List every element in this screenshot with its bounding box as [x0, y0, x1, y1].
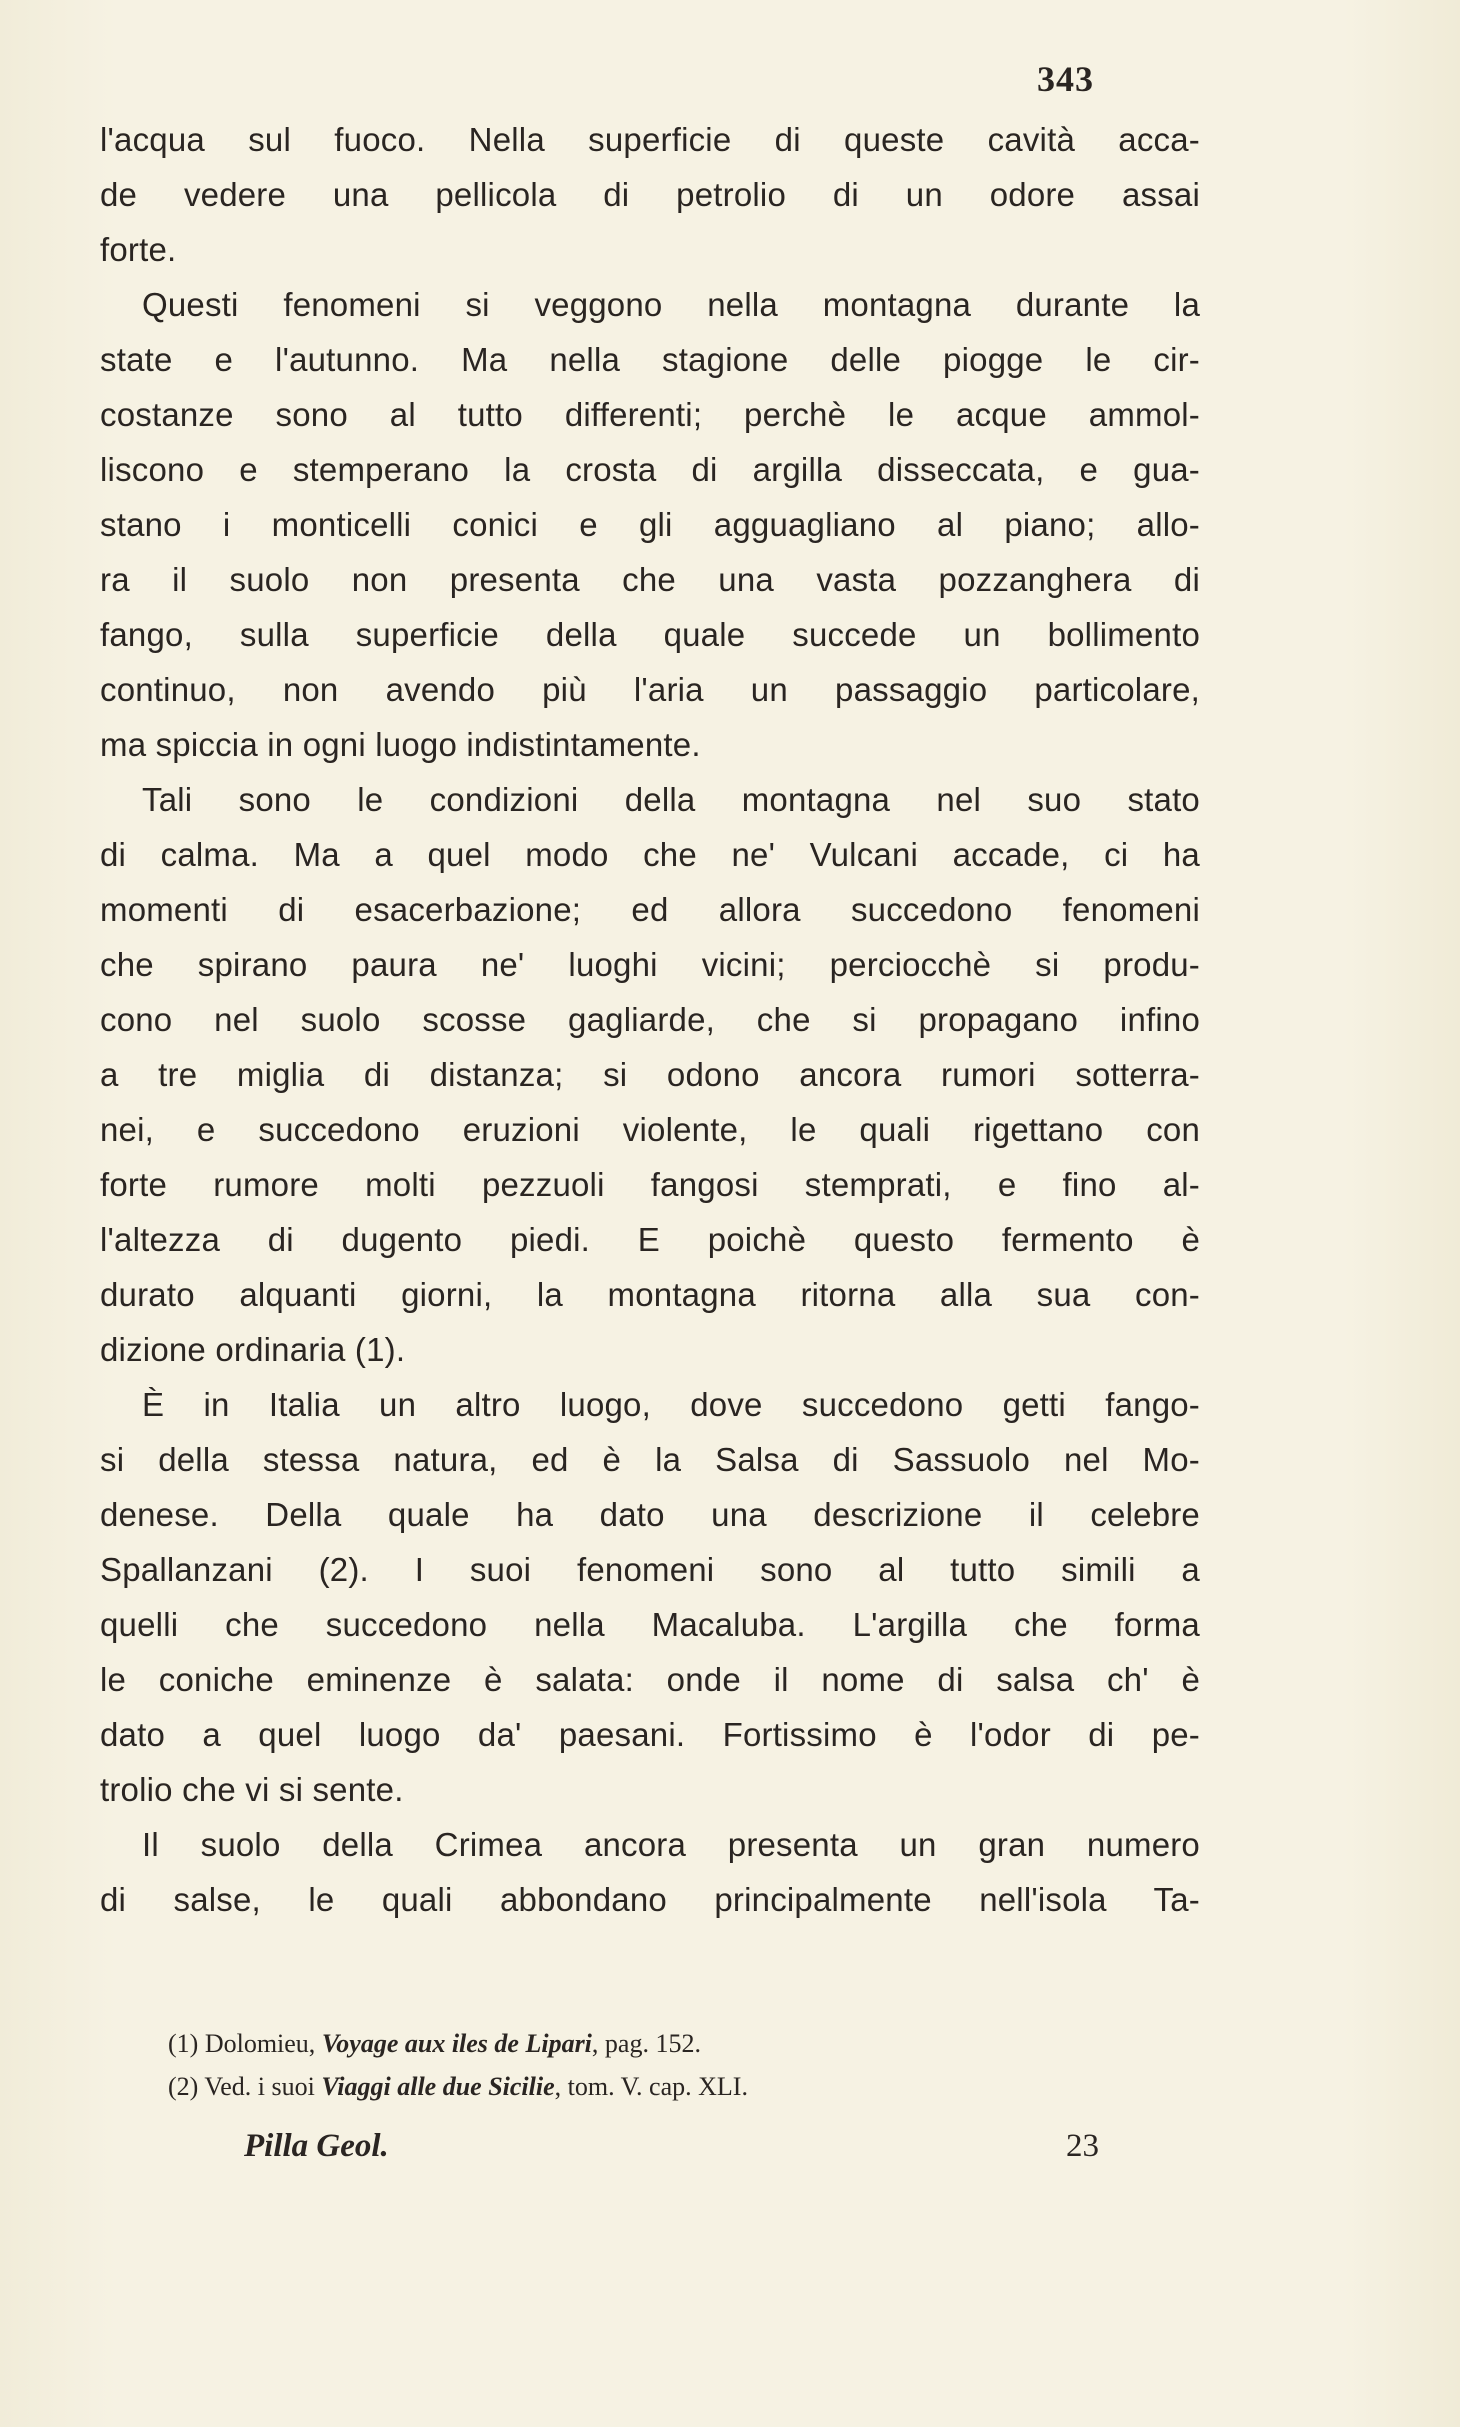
- text-line: a tre miglia di distanza; si odono ancora rumori sotterra-: [100, 1056, 1200, 1093]
- footnote-suffix: , tom. V. cap. XLI.: [554, 2072, 748, 2101]
- text-line: stano i monticelli conici e gli agguagliano al piano; allo-: [100, 506, 1200, 543]
- text-line: state e l'autunno. Ma nella stagione delle piogge le cir-: [100, 341, 1200, 378]
- text-line: Spallanzani (2). I suoi fenomeni sono al tutto simili a: [100, 1551, 1200, 1588]
- text-line: di calma. Ma a quel modo che ne' Vulcani accade, ci ha: [100, 836, 1200, 873]
- text-line: Il suolo della Crimea ancora presenta un gran numero: [142, 1826, 1200, 1863]
- text-line: continuo, non avendo più l'aria un passaggio particolare,: [100, 671, 1200, 708]
- text-line: momenti di esacerbazione; ed allora succedono fenomeni: [100, 891, 1200, 928]
- signature-number: 23: [1066, 2128, 1099, 2164]
- text-line: È in Italia un altro luogo, dove succedono getti fango-: [142, 1386, 1200, 1423]
- text-line: costanze sono al tutto differenti; perchè le acque ammol-: [100, 396, 1200, 433]
- text-line: dizione ordinaria (1).: [100, 1331, 406, 1368]
- text-line: durato alquanti giorni, la montagna ritorna alla sua con-: [100, 1276, 1200, 1313]
- body-text: [100, 112, 1200, 1927]
- text-line: forte rumore molti pezzuoli fangosi stemprati, e fino al-: [100, 1166, 1200, 1203]
- text-line: che spirano paura ne' luoghi vicini; perciocchè si produ-: [100, 946, 1200, 983]
- footnote-suffix: , pag. 152.: [591, 2029, 701, 2058]
- page-number: 343: [1037, 59, 1094, 99]
- text-line: dato a quel luogo da' paesani. Fortissimo è l'odor di pe-: [100, 1716, 1200, 1753]
- text-line: cono nel suolo scosse gagliarde, che si propagano infino: [100, 1001, 1200, 1038]
- footnote-prefix: (2) Ved. i suoi: [168, 2072, 322, 2101]
- text-line: de vedere una pellicola di petrolio di un odore assai: [100, 176, 1200, 213]
- text-line: forte.: [100, 231, 177, 268]
- text-line: di salse, le quali abbondano principalmente nell'isola Ta-: [100, 1881, 1200, 1918]
- footnote: [168, 2065, 1068, 2108]
- footnote-prefix: (1) Dolomieu,: [168, 2029, 322, 2058]
- text-line: si della stessa natura, ed è la Salsa di Sassuolo nel Mo-: [100, 1441, 1200, 1478]
- text-line: liscono e stemperano la crosta di argilla disseccata, e gua-: [100, 451, 1200, 488]
- footnote: [168, 2022, 1068, 2065]
- text-line: le coniche eminenze è salata: onde il nome di salsa ch' è: [100, 1661, 1200, 1698]
- footnotes: [168, 2022, 1068, 2108]
- text-line: ra il suolo non presenta che una vasta pozzanghera di: [100, 561, 1200, 598]
- signature-mark: Pilla Geol.: [244, 2128, 389, 2164]
- footnote-title: Viaggi alle due Sicilie: [321, 2072, 555, 2101]
- text-line: fango, sulla superficie della quale succede un bollimento: [100, 616, 1200, 653]
- footnote-title: Voyage aux iles de Lipari: [321, 2029, 592, 2058]
- text-line: nei, e succedono eruzioni violente, le quali rigettano con: [100, 1111, 1200, 1148]
- text-line: Tali sono le condizioni della montagna nel suo stato: [142, 781, 1200, 818]
- text-line: trolio che vi si sente.: [100, 1771, 404, 1808]
- text-line: ma spiccia in ogni luogo indistintamente.: [100, 726, 701, 763]
- text-line: quelli che succedono nella Macaluba. L'argilla che forma: [100, 1606, 1200, 1643]
- text-line: l'altezza di dugento piedi. E poichè questo fermento è: [100, 1221, 1200, 1258]
- text-line: l'acqua sul fuoco. Nella superficie di queste cavità acca-: [100, 121, 1200, 158]
- text-line: denese. Della quale ha dato una descrizione il celebre: [100, 1496, 1200, 1533]
- text-line: Questi fenomeni si veggono nella montagna durante la: [142, 286, 1200, 323]
